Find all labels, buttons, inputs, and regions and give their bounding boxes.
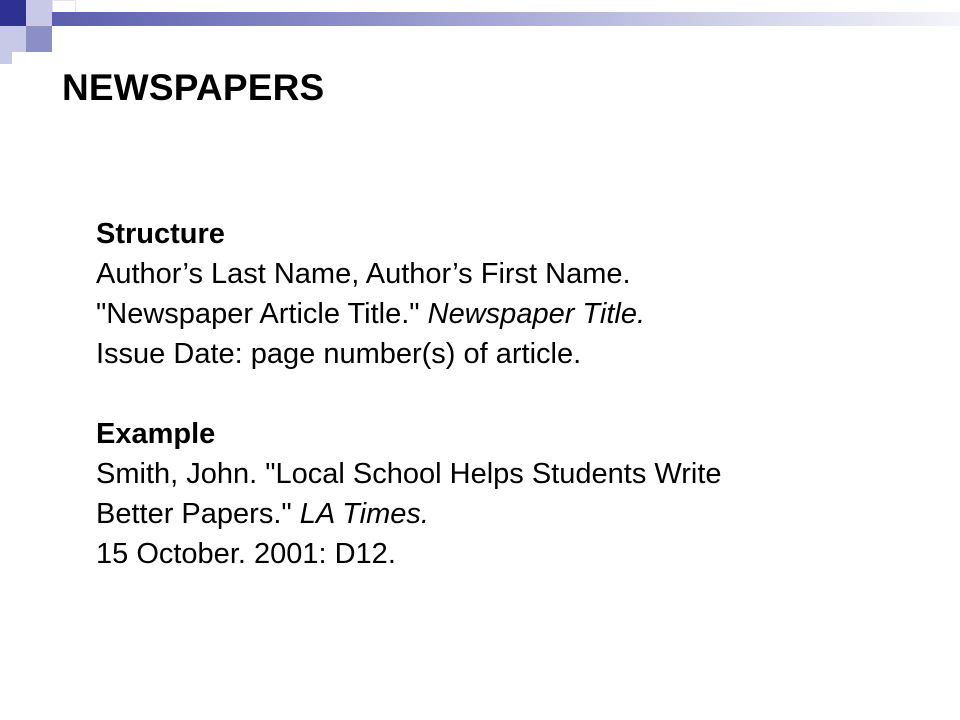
structure-line-author: Author’s Last Name, Author’s First Name.: [96, 258, 631, 290]
example-line-titles: [96, 494, 926, 534]
example-line-date: 15 October. 2001: D12.: [96, 538, 396, 570]
structure-newspaper-title: Newspaper Title.: [427, 298, 646, 330]
header-gradient-bar: [52, 12, 960, 26]
slide-body: [96, 214, 926, 574]
structure-line-date: Issue Date: page number(s) of article.: [96, 338, 582, 370]
example-newspaper-title: LA Times.: [299, 498, 429, 530]
slide-title: NEWSPAPERS: [62, 67, 325, 108]
structure-article-title: "Newspaper Article Title.": [96, 298, 428, 330]
decorative-square: [26, 26, 52, 52]
decorative-square: [0, 0, 26, 26]
decorative-square: [0, 52, 12, 64]
structure-heading: Structure: [96, 218, 225, 250]
example-line-author: Smith, John. "Local School Helps Students Write: [96, 458, 722, 490]
decorative-square: [26, 0, 52, 26]
structure-line-titles: [96, 294, 926, 334]
decorative-square: [0, 26, 26, 52]
example-heading: Example: [96, 418, 216, 450]
example-article-title: Better Papers.": [96, 498, 300, 530]
spacer: [96, 374, 926, 414]
